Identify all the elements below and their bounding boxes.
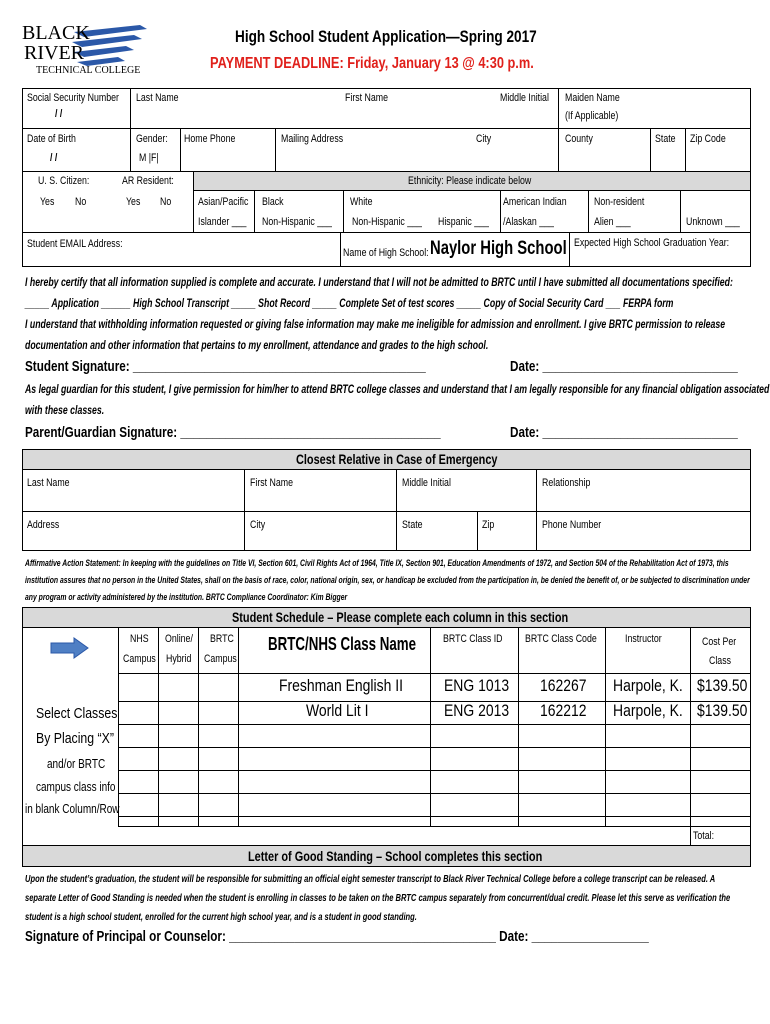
ar-resident-label: AR Resident: [122,175,174,187]
relative-phone: Phone Number [542,519,602,531]
relative-zip: Zip [482,519,495,531]
col-class-name: BRTC/NHS Class Name [268,634,417,654]
logo-line-1: BLACK [22,22,90,44]
resident-no[interactable]: No [160,196,172,208]
col-online-1: Online/ [165,633,193,645]
col-online-2: Hybrid [166,653,192,665]
class-name: World Lit I [306,701,369,720]
email-label: Student EMAIL Address: [27,238,123,250]
ethnicity-asian-2[interactable]: Islander ___ [198,216,247,228]
citizen-no[interactable]: No [75,196,87,208]
ethnicity-amind-2[interactable]: /Alaskan ___ [503,216,554,228]
relative-first-name: First Name [250,477,294,489]
relative-city: City [250,519,266,531]
standing-title: Letter of Good Standing – School completes this section [248,848,543,864]
standing-line-2: separate Letter of Good Standing is needed when the student is enrolling in classes to be taken on the BRTC campus separately from concurrent/dual credit. Please let this serve as verification the [25,892,731,904]
col-instructor: Instructor [625,633,662,645]
city-label: City [476,133,492,145]
instruction-line-4: campus class info [36,780,116,794]
logo-line-2: RIVER [24,42,84,64]
col-cost-1: Cost Per [702,636,737,648]
instruction-line-1: Select Classes [36,705,118,722]
standing-line-3: student is a high school student, enrolled for the current high school year, and is a student in good standing. [25,911,417,923]
home-phone-label: Home Phone [184,133,236,145]
class-instructor: Harpole, K. [613,676,683,695]
maiden-name-label: Maiden Name [565,92,620,104]
class-cost: $139.50 [697,676,748,695]
total-label: Total: [693,830,715,842]
relative-state: State [402,519,423,531]
resident-yes[interactable]: Yes [126,196,141,208]
ethnicity-label: Ethnicity: Please indicate below [408,175,532,187]
instruction-line-3: and/or BRTC [47,757,106,771]
parent-date[interactable]: Date: ______________________________ [510,424,738,441]
ethnicity-black-1: Black [262,196,284,208]
relative-relationship: Relationship [542,477,591,489]
class-code: 162267 [540,676,587,695]
col-brtc-1: BRTC [210,633,234,645]
ethnicity-hispanic[interactable]: Hispanic ___ [438,216,489,228]
ethnicity-amind-1: American Indian [503,196,567,208]
class-code: 162212 [540,701,587,720]
instruction-line-2: By Placing “X” [36,730,114,747]
gender-options[interactable]: M |F| [139,152,159,164]
col-nhs-2: Campus [123,653,156,665]
ethnicity-nonres-1: Non-resident [594,196,645,208]
logo-line-3: TECHNICAL COLLEGE [36,65,141,76]
ethnicity-black-2[interactable]: Non-Hispanic ___ [262,216,332,228]
ethnicity-white-1: White [350,196,373,208]
dob-label: Date of Birth [27,133,76,145]
schedule-title: Student Schedule – Please complete each column in this section [232,609,569,625]
us-citizen-label: U. S. Citizen: [38,175,90,187]
affirmative-line-2: institution assures that no person in the United States, shall on the basis of race, color, national origin, sex, or handicap be excluded from the participation in, be denied the benefit of, or be subjected to discrimination under [25,575,750,586]
relative-middle-initial: Middle Initial [402,477,451,489]
col-class-id: BRTC Class ID [443,633,503,645]
arrow-right-icon [50,637,90,659]
state-label: State [655,133,676,145]
relative-title: Closest Relative in Case of Emergency [296,451,498,467]
standing-line-1: Upon the student’s graduation, the student will be responsible for submitting an official eight semester transcript to Black River Technical College before a college transcript can be released. A [25,873,716,885]
affirmative-line-1: Affirmative Action Statement: In keeping with the guidelines on Title VI, Section 601, Civil Rights Act of 1964, Title IX, Section 901, Education Amendments of 1972, and Section 504 of the Rehabilitation Act of 1973, this [25,558,729,569]
guardian-line-1: As legal guardian for this student, I give permission for him/her to attend BRTC college classes and understand that I am legally responsible for any financial obligation associated [25,384,770,396]
first-name-label: First Name [345,92,389,104]
student-signature[interactable]: Student Signature: _____________________________________________ [25,358,426,375]
middle-initial-label: Middle Initial [500,92,549,104]
last-name-label: Last Name [136,92,179,104]
high-school-value: Naylor High School [430,238,567,259]
relative-address: Address [27,519,60,531]
student-date[interactable]: Date: ______________________________ [510,358,738,375]
col-class-code: BRTC Class Code [525,633,597,645]
maiden-name-note: (If Applicable) [565,110,619,122]
county-label: County [565,133,593,145]
ethnicity-asian-1: Asian/Pacific [198,196,249,208]
certify-line-1: I hereby certify that all information supplied is complete and accurate. I understand that I will not be admitted to BRTC until I have submitted all documentations specified: [25,277,733,289]
class-cost: $139.50 [697,701,748,720]
gender-label: Gender: [136,133,168,145]
dob-slashes: / / [50,152,58,164]
guardian-line-2: with these classes. [25,405,105,417]
form-title: High School Student Application—Spring 2017 [235,27,537,46]
ssn-label: Social Security Number [27,92,119,104]
payment-deadline: PAYMENT DEADLINE: Friday, January 13 @ 4:30 p.m. [210,55,534,72]
class-instructor: Harpole, K. [613,701,683,720]
affirmative-line-3: any program or activity administered by the institution. BRTC Compliance Coordinator: Kim Bigger [25,592,348,603]
mailing-address-label: Mailing Address [281,133,344,145]
relative-last-name: Last Name [27,477,70,489]
zip-label: Zip Code [690,133,726,145]
class-name: Freshman English II [279,676,403,695]
class-id: ENG 1013 [444,676,510,695]
principal-signature[interactable]: Signature of Principal or Counselor: _________________________________________ Date: __________________ [25,928,649,945]
certify-line-3: I understand that withholding information requested or giving false information may make me ineligible for admission and enrollment. I give BRTC permission to release [25,319,726,331]
col-cost-2: Class [709,655,732,667]
parent-signature[interactable]: Parent/Guardian Signature: ________________________________________ [25,424,441,441]
instruction-line-5: in blank Column/Row [25,802,120,816]
certify-line-2: _____ Application ______ High School Transcript _____ Shot Record _____ Complete Set of test scores _____ Copy of Social Security Card ___ FERPA form [25,298,674,310]
ssn-slashes: / / [55,108,63,120]
brtc-logo [22,20,147,78]
grad-year-label: Expected High School Graduation Year: [574,237,730,249]
ethnicity-nonres-2[interactable]: Alien ___ [594,216,631,228]
high-school-label: Name of High School: [343,247,429,259]
class-id: ENG 2013 [444,701,510,720]
certify-line-4: documentation and other information that pertains to my enrollment, attendance and grades to the high school. [25,340,489,352]
col-brtc-2: Campus [204,653,237,665]
ethnicity-white-2[interactable]: Non-Hispanic ___ [352,216,422,228]
citizen-yes[interactable]: Yes [40,196,55,208]
ethnicity-unknown[interactable]: Unknown ___ [686,216,740,228]
col-nhs-1: NHS [130,633,149,645]
